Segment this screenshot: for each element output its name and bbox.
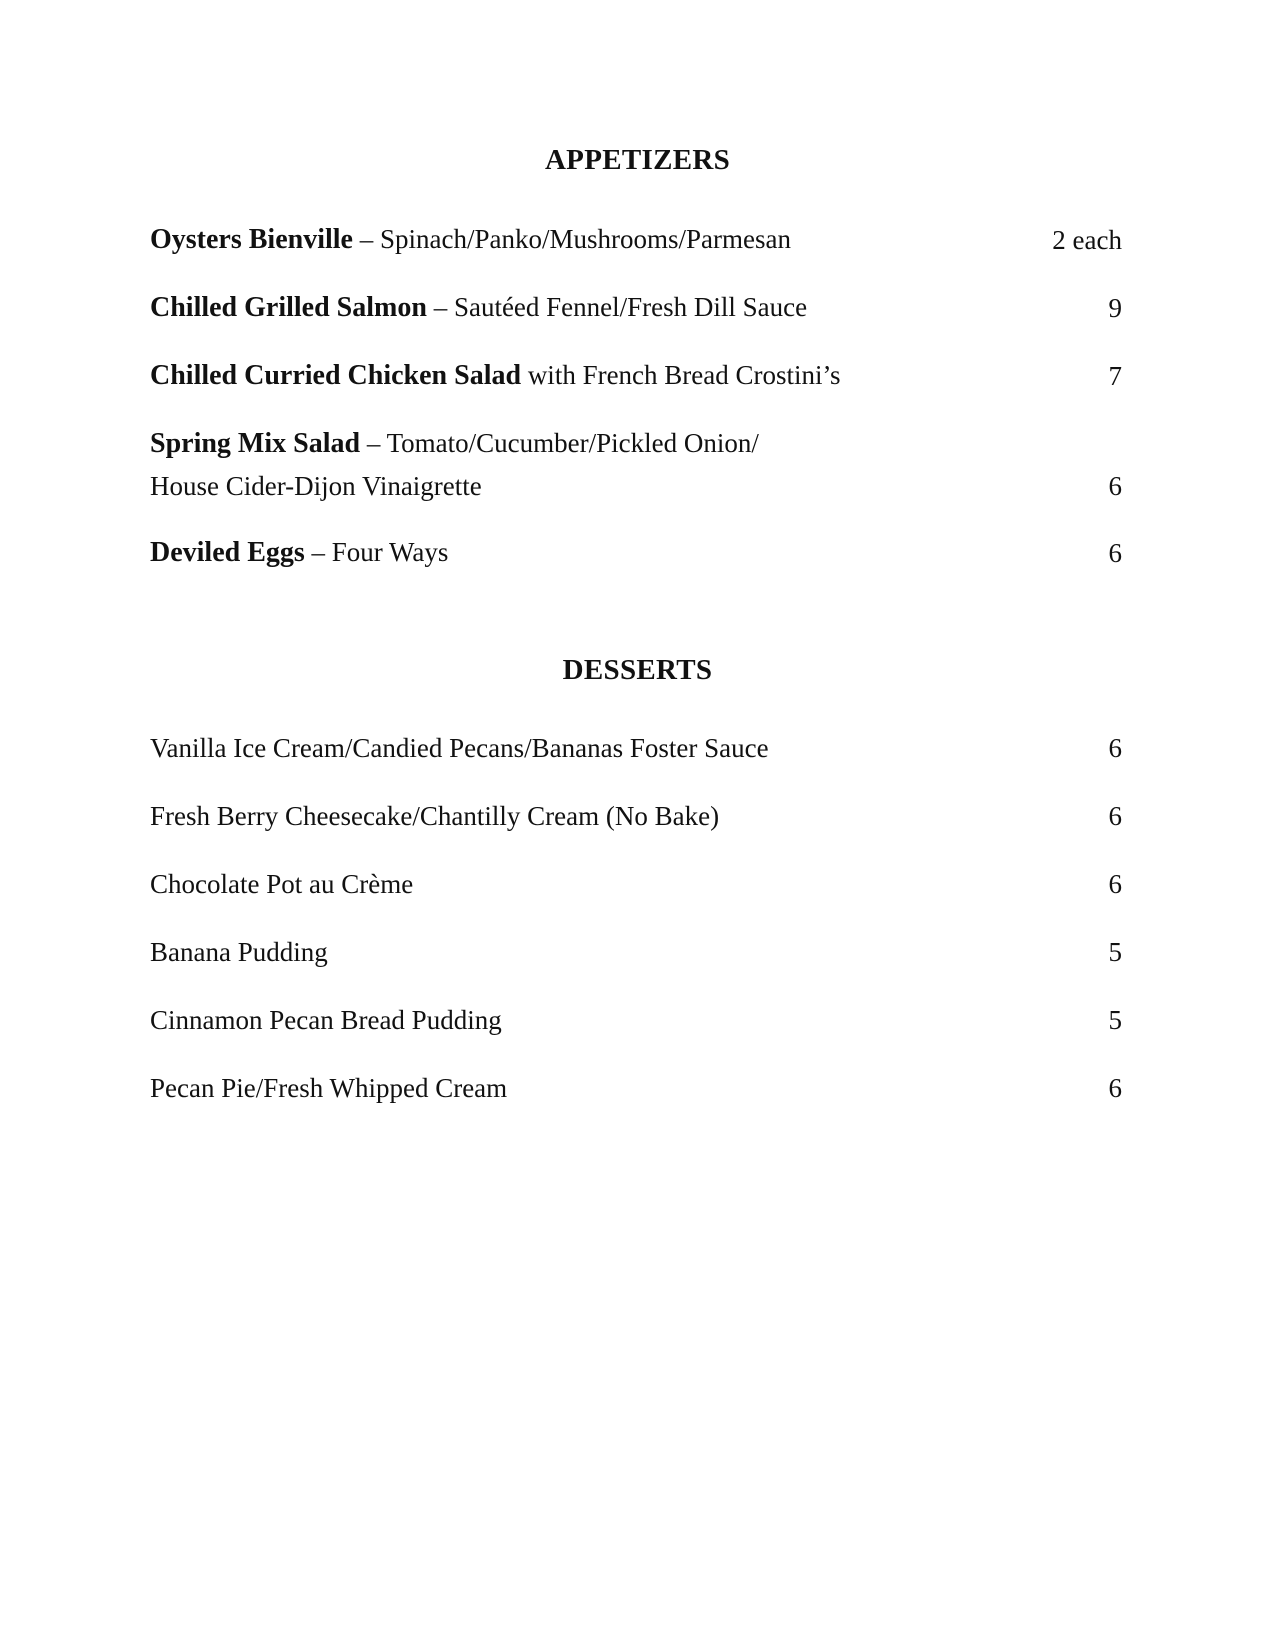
menu-item-text	[150, 218, 1122, 261]
menu-item-description: with French Bread Crostini’s	[521, 360, 841, 390]
dessert-item-description: Banana Pudding	[150, 937, 328, 967]
dessert-item-price: 5	[1108, 1005, 1122, 1035]
menu-item-price: 9	[1108, 293, 1122, 323]
menu-item-name: Oysters Bienville	[150, 224, 353, 255]
menu-item-description: – Four Ways	[304, 537, 449, 567]
menu-item-description: – Spinach/Panko/Mushrooms/Parmesan	[352, 224, 791, 254]
menu-item-name: Spring Mix Salad	[150, 428, 361, 459]
dessert-item-description: Vanilla Ice Cream/Candied Pecans/Bananas Foster Sauce	[150, 733, 769, 763]
menu-item-curried-chicken-salad	[150, 354, 1122, 397]
menu-item-price: 6	[1108, 471, 1122, 501]
menu-item-oysters-bienville	[150, 218, 1122, 261]
dessert-item-price: 5	[1108, 937, 1122, 967]
appetizers-heading: APPETIZERS	[544, 144, 731, 176]
dessert-item	[150, 931, 1122, 973]
menu-item-spring-mix-salad	[150, 422, 1122, 507]
dessert-item-price: 6	[1108, 869, 1122, 899]
menu-item-deviled-eggs	[150, 531, 1122, 574]
dessert-item-price: 6	[1108, 733, 1122, 763]
menu-item-text	[150, 422, 1122, 507]
dessert-item	[150, 795, 1122, 837]
dessert-item-description: Fresh Berry Cheesecake/Chantilly Cream (No Bake)	[150, 801, 720, 831]
desserts-heading: DESSERTS	[562, 654, 713, 686]
menu-item-text	[150, 354, 1122, 397]
dessert-item-description: Cinnamon Pecan Bread Pudding	[150, 1005, 502, 1035]
dessert-item	[150, 863, 1122, 905]
menu-item-text	[150, 531, 1122, 574]
menu-item-name: Chilled Curried Chicken Salad	[150, 360, 522, 391]
menu-item-text	[150, 286, 1122, 329]
dessert-item-price: 6	[1108, 1073, 1122, 1103]
dessert-item	[150, 1067, 1122, 1109]
dessert-item-price: 6	[1108, 801, 1122, 831]
menu-item-price: 7	[1108, 361, 1122, 391]
menu-item-description-line2: House Cider-Dijon Vinaigrette	[150, 471, 482, 501]
menu-item-description: – Sautéed Fennel/Fresh Dill Sauce	[426, 292, 808, 322]
menu-item-chilled-grilled-salmon	[150, 286, 1122, 329]
dessert-item-description: Chocolate Pot au Crème	[150, 869, 414, 899]
dessert-item-description: Pecan Pie/Fresh Whipped Cream	[150, 1073, 508, 1103]
menu-item-description: – Tomato/Cucumber/Pickled Onion/	[360, 428, 759, 458]
menu-item-price: 6	[1108, 538, 1122, 568]
menu-item-name: Chilled Grilled Salmon	[150, 292, 427, 323]
menu-item-name: Deviled Eggs	[150, 537, 305, 568]
dessert-item	[150, 727, 1122, 769]
menu-item-price: 2 each	[1052, 225, 1122, 255]
dessert-item	[150, 999, 1122, 1041]
